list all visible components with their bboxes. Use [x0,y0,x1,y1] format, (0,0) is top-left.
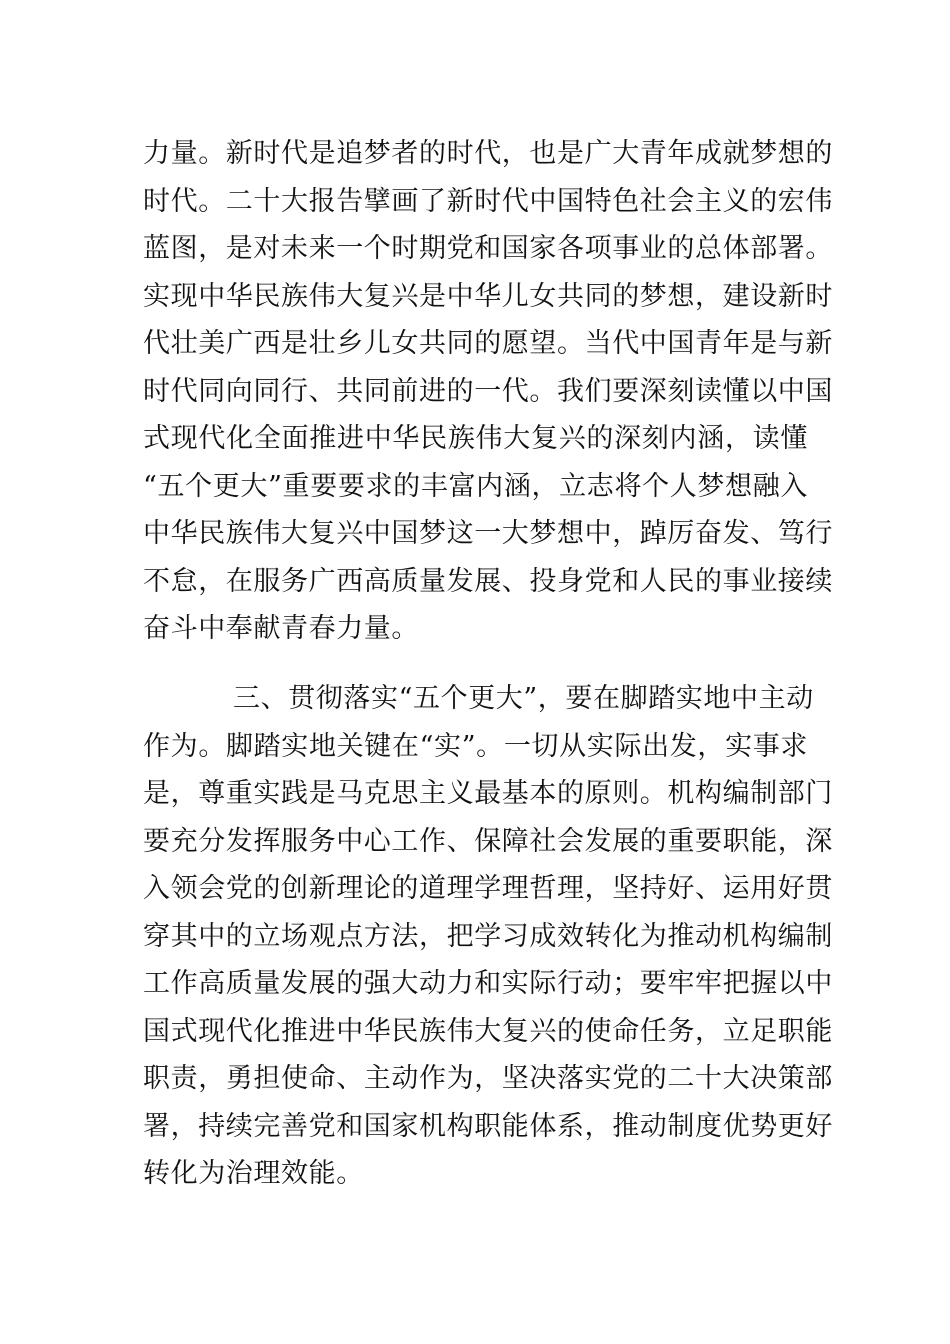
paragraph-line: 不怠，在服务广西高质量发展、投身党和人民的事业接续 [143,565,833,597]
paragraph-line: 要充分发挥服务中心工作、保障社会发展的重要职能，深 [143,825,833,857]
paragraph-line: 实现中华民族伟大复兴是中华儿女共同的梦想，建设新时 [143,280,833,312]
paragraph-line: 蓝图，是对未来一个时期党和国家各项事业的总体部署。 [143,233,833,264]
paragraph-line: 国式现代化推进中华民族伟大复兴的使命任务，立足职能 [143,1015,833,1047]
paragraph-line: 时代同向同行、共同前进的一代。我们要深刻读懂以中国 [143,375,833,407]
paragraph-line: 代壮美广西是壮乡儿女共同的愿望。当代中国青年是与新 [143,328,833,359]
paragraph-line: 作为。脚踏实地关键在“实”。一切从实际出发，实事求 [143,730,808,762]
paragraph-line: 工作高质量发展的强大动力和实际行动；要牢牢把握以中 [143,968,833,999]
paragraph-line: 奋斗中奉献青春力量。 [143,613,419,644]
paragraph-line: 时代。二十大报告擘画了新时代中国特色社会主义的宏伟 [143,185,833,217]
paragraph-line: “五个更大”重要要求的丰富内涵，立志将个人梦想融入 [143,470,808,502]
paragraph-1 [143,130,833,653]
paragraph-line: 是，尊重实践是马克思主义最基本的原则。机构编制部门 [143,778,833,809]
paragraph-line: 式现代化全面推进中华民族伟大复兴的深刻内涵，读懂 [143,423,808,454]
paragraph-line: 穿其中的立场观点方法，把学习成效转化为推动机构编制 [143,920,833,952]
paragraph-line: 署，持续完善党和国家机构职能体系，推动制度优势更好 [143,1110,833,1142]
paragraph-2 [143,675,833,1198]
section-heading-line: 三、贯彻落实“五个更大”，要在脚踏实地中主动 [233,683,814,714]
paragraph-line: 转化为治理效能。 [143,1158,364,1189]
paragraph-line: 入领会党的创新理论的道理学理哲理，坚持好、运用好贯 [143,873,833,904]
paragraph-line: 力量。新时代是追梦者的时代，也是广大青年成就梦想的 [143,138,833,169]
paragraph-line: 职责，勇担使命、主动作为，坚决落实党的二十大决策部 [143,1063,833,1094]
paragraph-line: 中华民族伟大复兴中国梦这一大梦想中，踔厉奋发、笃行 [143,518,833,549]
